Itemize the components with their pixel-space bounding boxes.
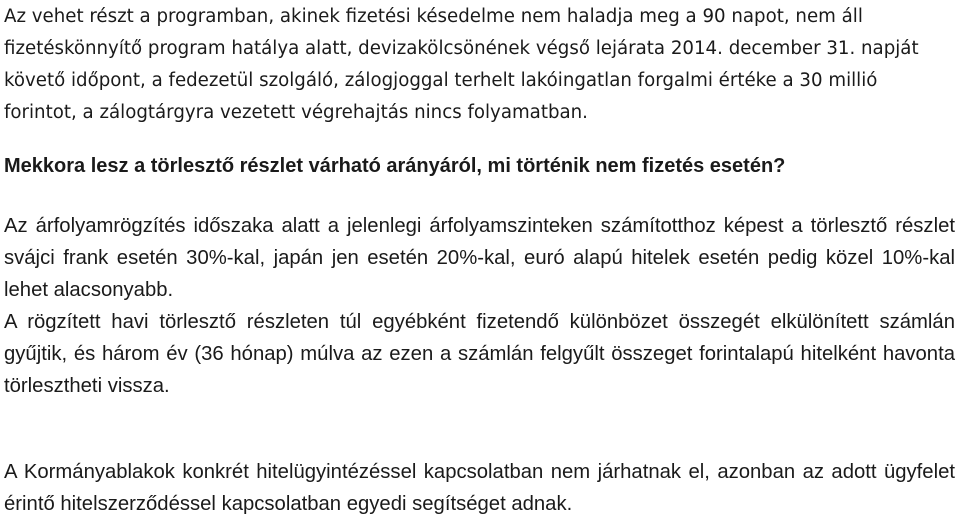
document-page bbox=[4, 0, 955, 515]
answer-paragraph-exchange-rate: Az árfolyamrögzítés időszaka alatt a jelenlegi árfolyamszinteken számítotthoz képest a törlesztő részlet svájci frank esetén 30%-kal, japán jen esetén 20%-kal, euró alapú hitelek esetén pedig közel 10%-kal lehet alacsonyabb. bbox=[4, 215, 955, 301]
intro-paragraph: Az vehet részt a programban, akinek fizetési késedelme nem haladja meg a 90 napot, nem áll fizetéskönnyítő program hatálya alatt, devizakölcsönének végső lejárata 2014. december 31. napját követő időpont, a fedezetül szolgáló, zálogjoggal terhelt lakóingatlan forgalmi értéke a 30 millió forintot, a zálogtárgyra vezetett végrehajtás nincs folyamatban. bbox=[4, 6, 919, 123]
question-heading: Mekkora lesz a törlesztő részlet várható arányáról, mi történik nem fizetés esetén? bbox=[4, 155, 786, 177]
answer-paragraph-government-windows: A Kormányablakok konkrét hitelügyintézéssel kapcsolatban nem járhatnak el, azonban az adott ügyfelet érintő hitelszerződéssel kapcsolatban egyedi segítséget adnak. bbox=[4, 461, 955, 515]
answer-paragraph-difference-account: A rögzített havi törlesztő részleten túl egyébként fizetendő különbözet összegét elkülönített számlán gyűjtik, és három év (36 hónap) múlva az ezen a számlán felgyűlt összeget forintalapú hitelként havonta törlesztheti vissza. bbox=[4, 311, 955, 397]
